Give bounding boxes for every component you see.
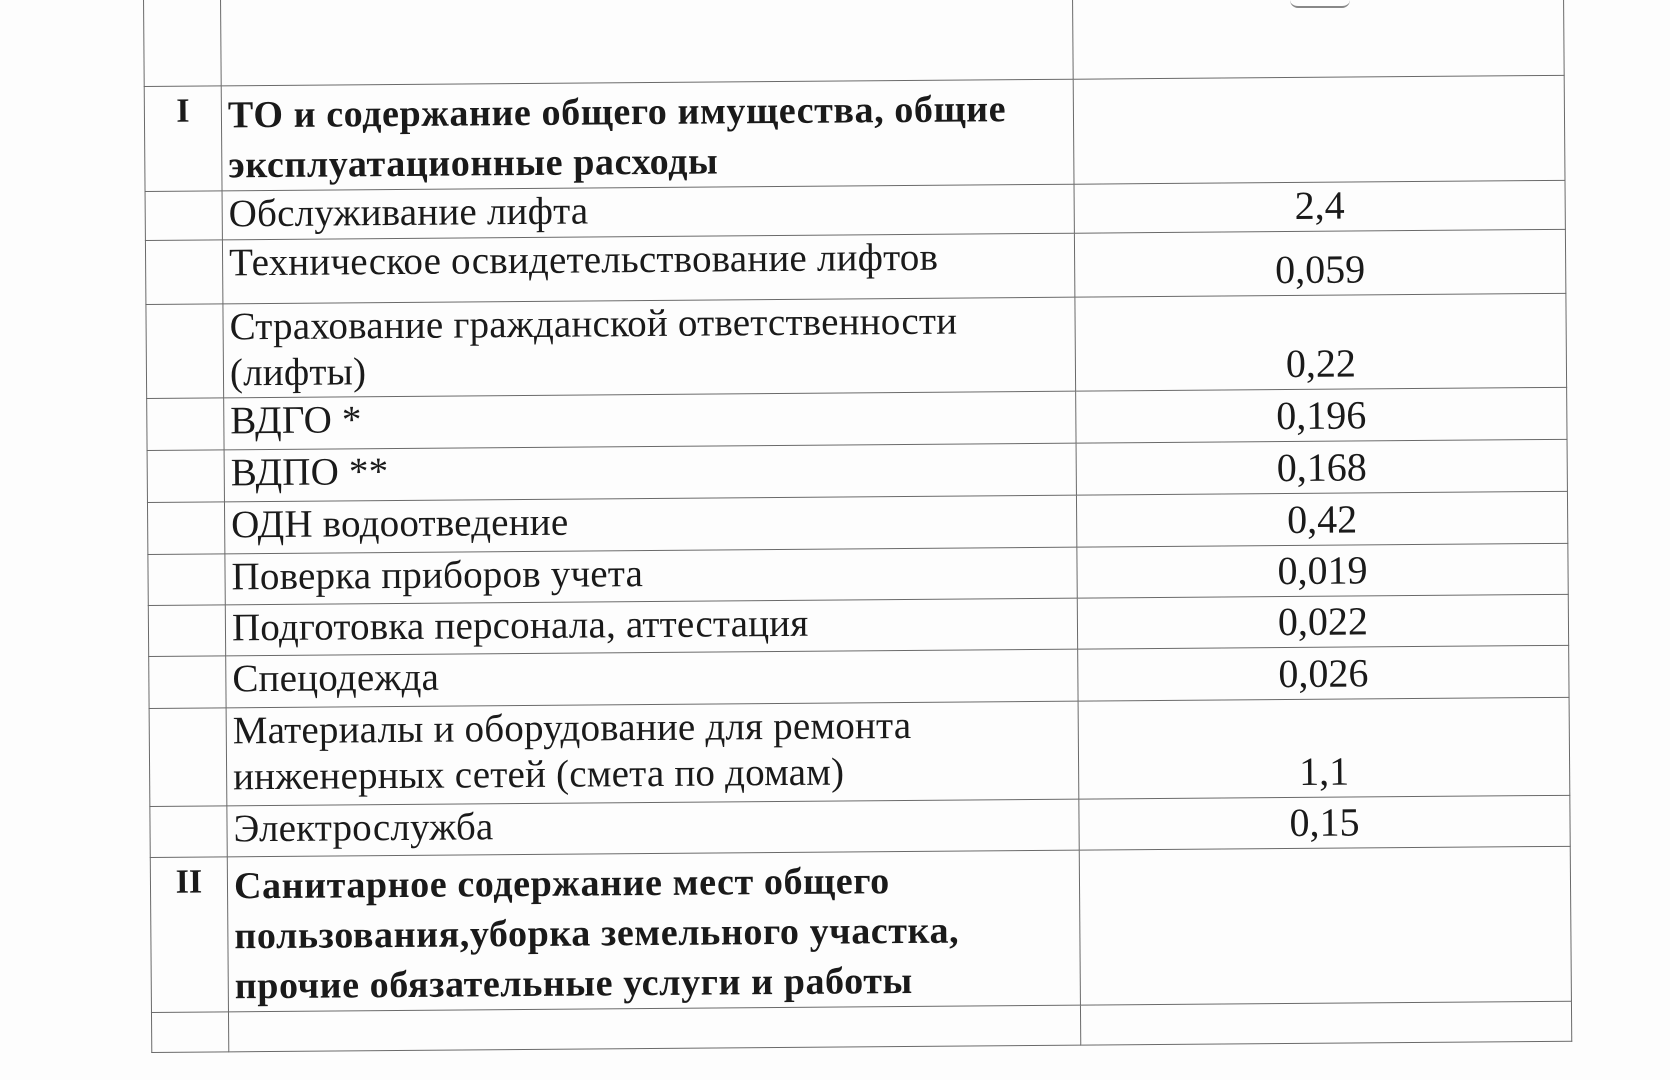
header-value-cell — [1072, 0, 1564, 79]
table-row — [146, 293, 1567, 398]
table-row — [149, 697, 1570, 806]
row-num-cell — [145, 240, 223, 305]
row-name: Страхование гражданской ответственности (лифты) — [223, 297, 1076, 398]
section-title: ТО и содержание общего имущества, общие эксплуатационные расходы — [221, 79, 1074, 191]
row-value: 0,196 — [1076, 387, 1567, 443]
row-num-cell — [150, 806, 227, 858]
row-name: Материалы и оборудование для ремонта инженерных сетей (смета по домам) — [226, 701, 1079, 806]
header-num-cell — [144, 0, 222, 86]
row-name: Обслуживание лифта — [222, 184, 1074, 240]
row-num-cell — [148, 605, 225, 657]
row-num-cell — [146, 304, 224, 399]
section-number: II — [150, 857, 228, 1013]
section-row — [150, 846, 1571, 1012]
section-title: Санитарное содержание мест общего пользования,уборка земельного участка, прочие обязательные услуги и работы — [227, 850, 1080, 1012]
section-value-cell — [1079, 846, 1571, 1005]
section-row — [144, 75, 1565, 191]
row-num-cell — [149, 656, 226, 709]
row-value: 2,4 — [1074, 180, 1565, 233]
row-name: Техническое освидетельствование лифтов — [222, 233, 1074, 304]
row-num-cell — [149, 708, 227, 807]
row-name: Подготовка персонала, аттестация — [225, 598, 1077, 656]
row-name: Поверка приборов учета — [225, 547, 1077, 605]
row-value: 0,42 — [1076, 491, 1567, 547]
header-name-cell — [221, 0, 1074, 86]
row-value: 0,022 — [1077, 594, 1568, 649]
row-num-cell — [147, 398, 224, 451]
row-name: ВДГО * — [224, 391, 1076, 450]
table-row — [145, 229, 1565, 304]
row-name: ОДН водоотведение — [224, 495, 1076, 554]
row-value: 0,22 — [1075, 293, 1567, 391]
row-value: 0,168 — [1076, 439, 1567, 495]
section-value-cell — [1073, 75, 1565, 184]
section-number: I — [144, 86, 222, 192]
row-name: ВДПО ** — [224, 443, 1076, 502]
tariff-table — [143, 0, 1572, 1053]
row-value: 0,026 — [1078, 645, 1569, 701]
row-value-cut-off — [1080, 1001, 1571, 1045]
row-value: 1,1 — [1078, 697, 1570, 799]
row-value: 0,019 — [1077, 543, 1568, 598]
row-name: Электрослужба — [227, 799, 1079, 857]
row-num-cell — [147, 502, 224, 555]
row-name: Спецодежда — [226, 649, 1078, 708]
row-name-cut-off — [228, 1005, 1080, 1052]
row-num-cell — [147, 450, 224, 503]
row-num-cell — [151, 1012, 228, 1053]
row-num-cell — [148, 554, 225, 606]
row-value: 0,15 — [1079, 795, 1570, 850]
row-num-cell — [145, 191, 222, 241]
table-header-row — [144, 0, 1565, 86]
row-value: 0,059 — [1074, 229, 1565, 297]
